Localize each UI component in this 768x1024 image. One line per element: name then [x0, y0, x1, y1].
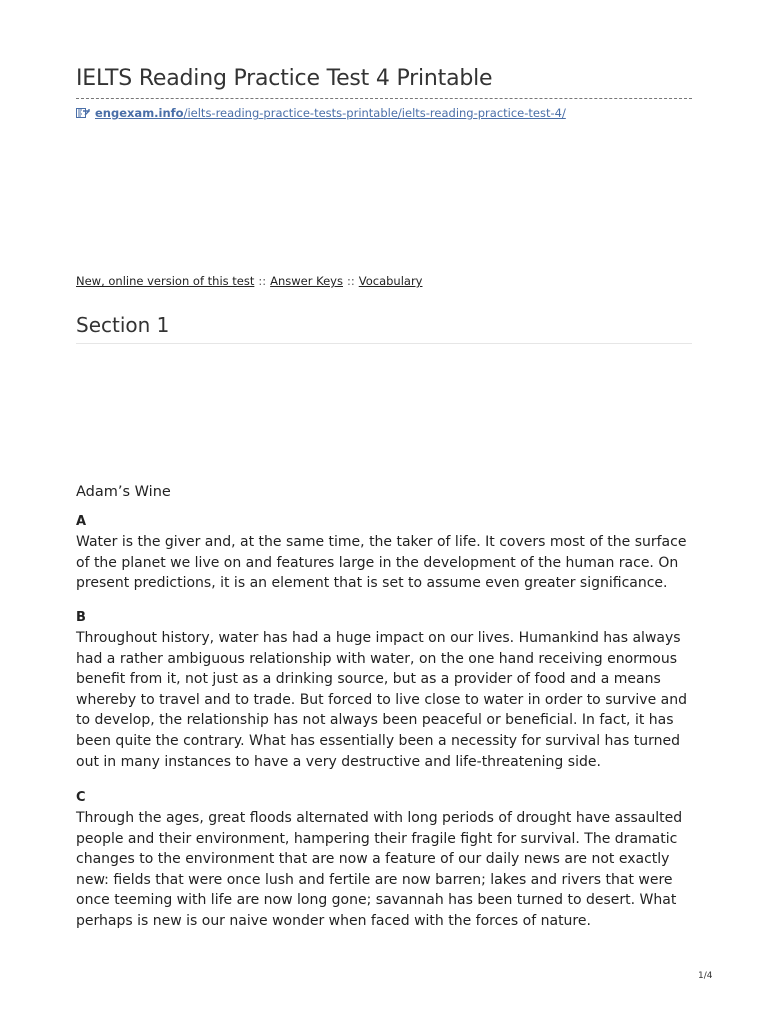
- source-domain[interactable]: engexam.info: [95, 106, 184, 120]
- paragraph-text: Through the ages, great floods alternated with long periods of drought have assaulted people and their environment, hampering their fragile fight for survival. The dramatic changes to the environment that are now a feature of our daily news are not exactly new: fields that were once lush and fertile are now barren; lakes and rivers that were once teeming with life are now long gone; savannah has been turned to desert. What perhaps is new is our naive wonder when faced with the forces of nature.: [76, 810, 683, 929]
- section-title: Section 1: [76, 313, 170, 337]
- source-path[interactable]: /ielts-reading-practice-tests-printable/ielts-reading-practice-test-4/: [183, 106, 566, 120]
- answer-keys-link[interactable]: Answer Keys: [270, 274, 343, 288]
- link-separator: ::: [258, 274, 267, 288]
- paragraph-c: [76, 788, 696, 932]
- paragraph-text: Water is the giver and, at the same time, the taker of life. It covers most of the surface of the planet we live on and features large in the development of the human race. On present predictions, it is an element that is set to assume even greater significance.: [76, 534, 687, 592]
- resource-links: [76, 274, 422, 288]
- link-separator: ::: [346, 274, 355, 288]
- document-title: IELTS Reading Practice Test 4 Printable: [76, 66, 493, 91]
- page-number: 1/4: [698, 971, 713, 981]
- paragraph-b: [76, 608, 696, 772]
- paragraph-letter: A: [76, 514, 87, 529]
- external-link-icon: [76, 108, 90, 119]
- paragraph-a: [76, 512, 696, 594]
- section-divider: [76, 343, 692, 344]
- paragraph-letter: B: [76, 610, 86, 625]
- paragraph-text: Throughout history, water has had a huge impact on our lives. Humankind has always had a rather ambiguous relationship with water, on the one hand receiving enormous benefit from it, not just as a drinking source, but as a provider of food and a means whereby to travel and to trade. But forced to live close to water in order to survive and to develop, the relationship has not always been peaceful or beneficial. In fact, it has been quite the contrary. What has essentially been a necessity for survival has turned out in many instances to have a very destructive and life-threatening side.: [76, 630, 687, 770]
- source-url[interactable]: [76, 106, 566, 120]
- online-version-link[interactable]: New, online version of this test: [76, 274, 255, 288]
- title-divider: [76, 98, 692, 99]
- paragraph-letter: C: [76, 790, 86, 805]
- vocabulary-link[interactable]: Vocabulary: [358, 274, 423, 288]
- passage-title: Adam’s Wine: [76, 484, 171, 500]
